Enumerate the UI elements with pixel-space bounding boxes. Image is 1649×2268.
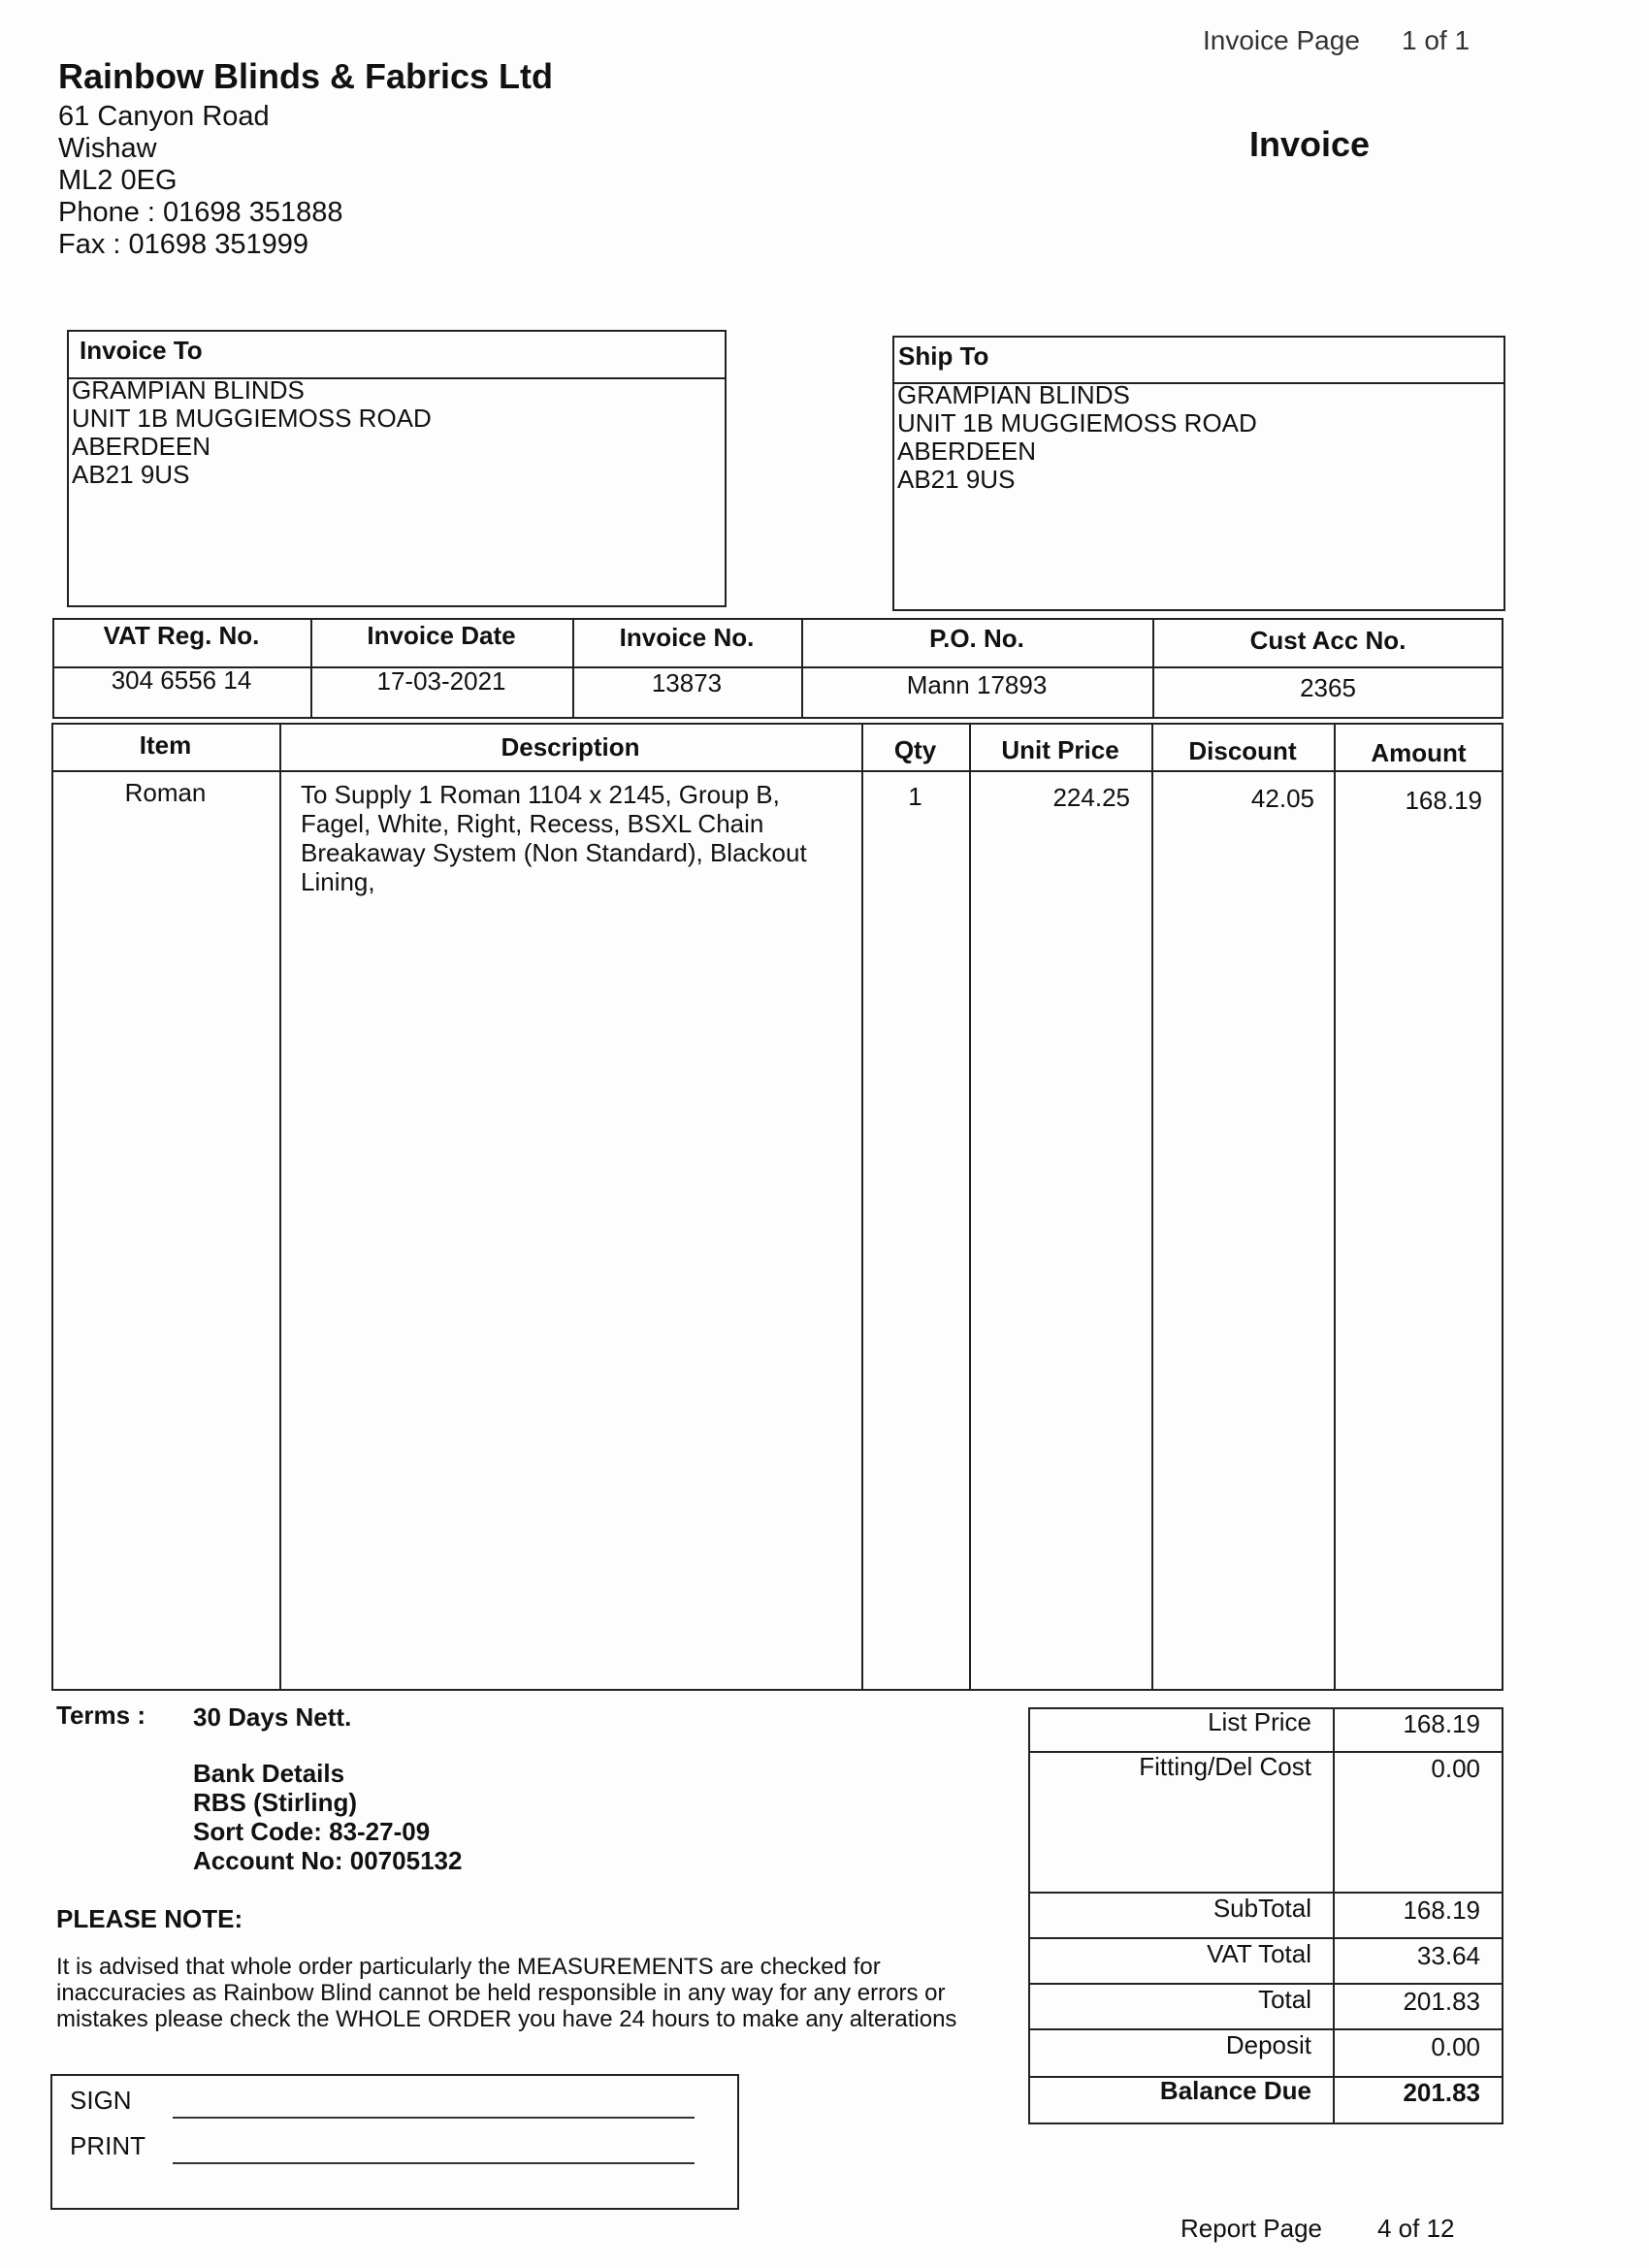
invoice-page-count: 1 of 1 bbox=[1402, 25, 1471, 55]
bank-line: Sort Code: 83-27-09 bbox=[193, 1817, 431, 1846]
bank-line: Bank Details bbox=[193, 1759, 345, 1788]
invoice-to-address bbox=[72, 376, 432, 489]
bank-line: RBS (Stirling) bbox=[193, 1788, 357, 1817]
company-name: Rainbow Blinds & Fabrics Ltd bbox=[58, 56, 554, 96]
address-line: ML2 0EG bbox=[58, 165, 178, 196]
description-line: To Supply 1 Roman 1104 x 2145, Group B, bbox=[301, 780, 780, 809]
sign-line[interactable] bbox=[173, 2117, 695, 2119]
invoice-no-value: 13873 bbox=[651, 668, 723, 697]
subtotal-value: 168.19 bbox=[1403, 1895, 1480, 1925]
print-label: PRINT bbox=[70, 2131, 146, 2160]
amount-col-header: Amount bbox=[1371, 738, 1467, 767]
invoice-to-heading: Invoice To bbox=[80, 336, 203, 365]
list-price-label: List Price bbox=[1208, 1707, 1311, 1736]
deposit-value: 0.00 bbox=[1431, 2032, 1480, 2061]
amount-cell: 168.19 bbox=[1405, 786, 1482, 815]
note-line: mistakes please check the WHOLE ORDER you have 24 hours to make any alterations bbox=[56, 2006, 957, 2032]
description-line: Lining, bbox=[301, 867, 375, 896]
bank-line: Account No: 00705132 bbox=[193, 1846, 463, 1875]
qty-cell: 1 bbox=[908, 782, 922, 811]
fitting-value: 0.00 bbox=[1431, 1754, 1480, 1783]
invoice-date-value: 17-03-2021 bbox=[376, 666, 506, 696]
terms-value: 30 Days Nett. bbox=[193, 1702, 352, 1732]
invoice-no-header: Invoice No. bbox=[619, 623, 755, 652]
balance-due-value: 201.83 bbox=[1403, 2078, 1480, 2107]
description-cell bbox=[301, 780, 807, 896]
ship-to-address bbox=[897, 381, 1257, 494]
print-line[interactable] bbox=[173, 2162, 695, 2164]
po-no-header: P.O. No. bbox=[929, 624, 1024, 653]
total-value: 201.83 bbox=[1403, 1987, 1480, 2016]
subtotal-label: SubTotal bbox=[1212, 1894, 1311, 1923]
company-address bbox=[58, 101, 343, 261]
unit-price-cell: 224.25 bbox=[1052, 783, 1130, 812]
please-note-text bbox=[56, 1954, 956, 2032]
note-line: It is advised that whole order particularly the MEASUREMENTS are checked for bbox=[56, 1954, 881, 1980]
ship-to-line: ABERDEEN bbox=[897, 437, 1037, 466]
ship-to-line: UNIT 1B MUGGIEMOSS ROAD bbox=[897, 408, 1257, 437]
po-no-value: Mann 17893 bbox=[906, 670, 1048, 699]
vat-total-value: 33.64 bbox=[1416, 1941, 1480, 1970]
invoice-to-line: UNIT 1B MUGGIEMOSS ROAD bbox=[72, 404, 432, 433]
invoice-to-line: AB21 9US bbox=[72, 460, 190, 489]
bank-details bbox=[193, 1759, 462, 1875]
list-price-value: 168.19 bbox=[1403, 1709, 1480, 1738]
item-col-header: Item bbox=[139, 730, 192, 760]
unit-price-col-header: Unit Price bbox=[1001, 735, 1119, 764]
ship-to-line: AB21 9US bbox=[897, 465, 1016, 494]
company-phone: Phone : 01698 351888 bbox=[58, 197, 343, 228]
balance-due-label: Balance Due bbox=[1159, 2076, 1311, 2105]
deposit-label: Deposit bbox=[1225, 2030, 1311, 2059]
address-line: 61 Canyon Road bbox=[58, 101, 270, 132]
total-label: Total bbox=[1258, 1985, 1311, 2014]
invoice-to-line: ABERDEEN bbox=[72, 432, 211, 461]
report-page-count: 4 of 12 bbox=[1377, 2214, 1455, 2243]
invoice-page-label: Invoice Page bbox=[1203, 25, 1360, 55]
vat-reg-value: 304 6556 14 bbox=[111, 665, 252, 695]
terms-label: Terms : bbox=[56, 1701, 146, 1730]
company-fax: Fax : 01698 351999 bbox=[58, 229, 308, 260]
fitting-label: Fitting/Del Cost bbox=[1139, 1752, 1311, 1781]
description-line: Fagel, White, Right, Recess, BSXL Chain bbox=[301, 809, 764, 838]
description-col-header: Description bbox=[501, 732, 640, 761]
note-line: inaccuracies as Rainbow Blind cannot be held responsible in any way for any errors or bbox=[56, 1980, 946, 2006]
description-line: Breakaway System (Non Standard), Blackout bbox=[301, 838, 807, 867]
document-title: Invoice bbox=[1249, 124, 1371, 164]
invoice-date-header: Invoice Date bbox=[367, 621, 516, 650]
discount-cell: 42.05 bbox=[1250, 784, 1314, 813]
item-cell: Roman bbox=[124, 778, 207, 807]
discount-col-header: Discount bbox=[1188, 736, 1297, 765]
report-page-label: Report Page bbox=[1180, 2214, 1322, 2243]
ship-to-line: GRAMPIAN BLINDS bbox=[897, 380, 1130, 409]
ship-to-heading: Ship To bbox=[898, 341, 989, 371]
address-line: Wishaw bbox=[58, 133, 157, 164]
qty-col-header: Qty bbox=[893, 735, 937, 764]
cust-acc-header: Cust Acc No. bbox=[1249, 626, 1406, 655]
sign-label: SIGN bbox=[70, 2086, 132, 2115]
signature-box bbox=[50, 2074, 739, 2210]
cust-acc-value: 2365 bbox=[1300, 673, 1356, 702]
please-note-heading: PLEASE NOTE: bbox=[56, 1904, 243, 1933]
vat-reg-header: VAT Reg. No. bbox=[103, 621, 260, 650]
vat-total-label: VAT Total bbox=[1207, 1939, 1311, 1968]
invoice-to-line: GRAMPIAN BLINDS bbox=[72, 375, 305, 405]
